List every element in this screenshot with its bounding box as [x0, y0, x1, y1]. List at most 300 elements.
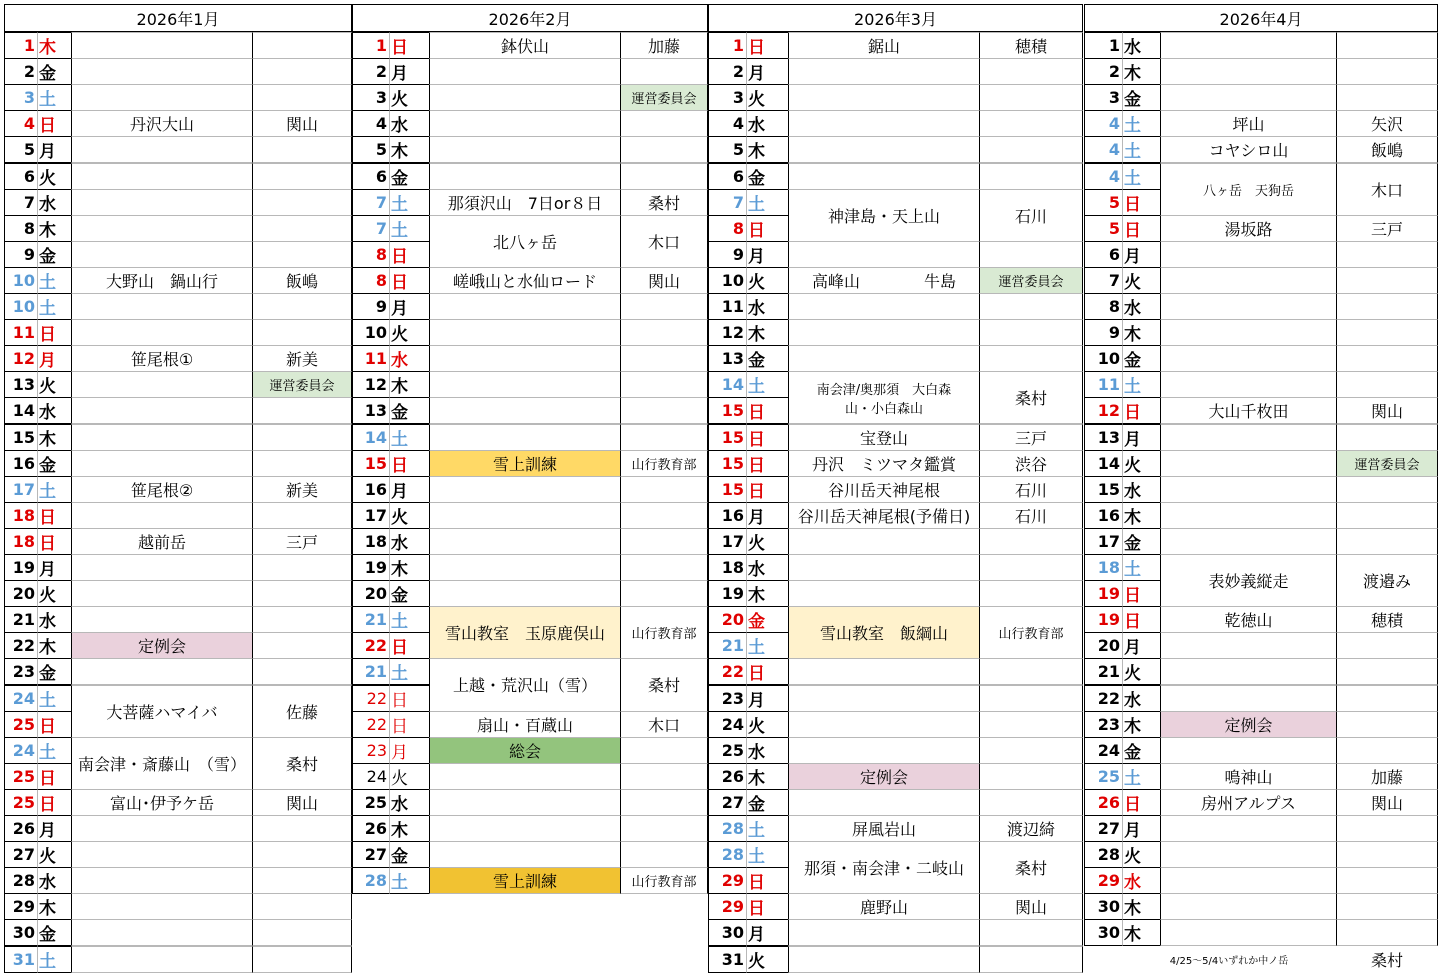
event-cell: [429, 763, 620, 790]
event-cell: [71, 658, 252, 685]
event-title-line1: 南会津/奥那須 大白森: [816, 382, 952, 398]
day-number: 2: [352, 58, 389, 85]
event-cell: [71, 215, 252, 242]
weekday-label: 火: [1122, 450, 1160, 477]
weekday-label: 金: [37, 241, 71, 268]
day-number: 19: [4, 554, 37, 581]
weekday-label: 日: [389, 685, 429, 712]
leader-cell: [1336, 32, 1438, 59]
day-number: 26: [1084, 789, 1122, 816]
weekday-label: 日: [37, 711, 71, 738]
day-number: 1: [1084, 32, 1122, 59]
day-number: 10: [708, 267, 746, 294]
weekday-label: 日: [746, 893, 788, 920]
weekday-label: 水: [746, 554, 788, 581]
weekday-label: 金: [746, 789, 788, 816]
leader-cell: 石川: [979, 502, 1083, 529]
event-cell: 嵯峨山と水仙ロード: [429, 267, 620, 294]
day-number: 2: [708, 58, 746, 85]
day-number: 22: [708, 658, 746, 685]
event-cell: 笹尾根①: [71, 345, 252, 372]
day-number: 19: [352, 554, 389, 581]
day-number: 27: [352, 841, 389, 868]
event-cell: [1160, 841, 1336, 868]
day-number: 14: [1084, 450, 1122, 477]
weekday-label: 金: [37, 919, 71, 946]
weekday-label: 水: [389, 789, 429, 816]
day-number: 5: [352, 136, 389, 163]
event-cell: [71, 815, 252, 842]
day-number: 16: [4, 450, 37, 477]
leader-cell: [979, 293, 1083, 320]
weekday-label: 土: [746, 632, 788, 659]
leader-cell: [1336, 476, 1438, 503]
day-number: 22: [352, 632, 389, 659]
day-number: 4: [1084, 163, 1122, 190]
weekday-label: 水: [389, 528, 429, 555]
event-cell: 高峰山 牛島: [788, 267, 979, 294]
event-cell: 那須沢山 7日or８日: [429, 189, 620, 216]
event-cell: [1160, 450, 1336, 477]
day-number: 7: [1084, 267, 1122, 294]
event-cell: 那須・南会津・二岐山: [788, 841, 979, 894]
event-cell: 鋸山: [788, 32, 979, 59]
leader-cell: 関山: [620, 267, 708, 294]
weekday-label: 月: [37, 345, 71, 372]
day-number: 27: [708, 789, 746, 816]
day-number: 25: [708, 737, 746, 764]
day-number: 15: [1084, 476, 1122, 503]
day-number: 10: [4, 293, 37, 320]
weekday-label: 日: [746, 397, 788, 424]
leader-cell: [620, 815, 708, 842]
leader-cell: [620, 763, 708, 790]
weekday-label: 木: [389, 371, 429, 398]
event-cell: 大山千枚田: [1160, 397, 1336, 424]
day-number: 6: [4, 163, 37, 190]
weekday-label: 土: [746, 189, 788, 216]
day-number: 4: [352, 110, 389, 137]
event-cell: [788, 711, 979, 738]
event-cell: 定例会: [788, 763, 979, 790]
weekday-label: 火: [1122, 841, 1160, 868]
weekday-label: 日: [1122, 580, 1160, 607]
leader-cell: [252, 606, 352, 633]
weekday-label: 土: [389, 215, 429, 242]
weekday-label: 水: [746, 737, 788, 764]
weekday-label: 木: [389, 554, 429, 581]
event-cell: [429, 580, 620, 607]
day-number: 12: [1084, 397, 1122, 424]
leader-cell: [1336, 685, 1438, 712]
weekday-label: 日: [746, 450, 788, 477]
leader-cell: [620, 528, 708, 555]
weekday-label: 金: [37, 58, 71, 85]
weekday-label: 日: [389, 632, 429, 659]
weekday-label: 木: [1122, 58, 1160, 85]
leader-cell: [1336, 319, 1438, 346]
leader-cell: [252, 84, 352, 111]
weekday-label: 金: [746, 163, 788, 190]
day-number: 17: [708, 528, 746, 555]
leader-cell: [252, 919, 352, 946]
leader-cell: [1336, 528, 1438, 555]
weekday-label: 木: [746, 319, 788, 346]
event-cell: 雪山教室 飯綱山: [788, 606, 979, 659]
event-cell: [429, 424, 620, 451]
day-number: 8: [708, 215, 746, 242]
weekday-label: 木: [1122, 893, 1160, 920]
event-cell: [1160, 293, 1336, 320]
weekday-label: 日: [1122, 215, 1160, 242]
weekday-label: 土: [1122, 554, 1160, 581]
event-cell: 房州アルプス: [1160, 789, 1336, 816]
leader-cell: [252, 424, 352, 451]
month-header: 2026年4月: [1084, 4, 1438, 32]
day-number: 13: [708, 345, 746, 372]
day-number: 7: [352, 189, 389, 216]
leader-cell: [620, 476, 708, 503]
leader-cell: 関山: [979, 893, 1083, 920]
weekday-label: 土: [746, 815, 788, 842]
event-cell: [1160, 58, 1336, 85]
day-number: 24: [1084, 737, 1122, 764]
leader-cell: 関山: [1336, 397, 1438, 424]
event-cell: [429, 476, 620, 503]
event-title-line2: 山・小白森山: [844, 401, 923, 417]
day-number: 6: [1084, 241, 1122, 268]
day-number: 25: [1084, 763, 1122, 790]
leader-cell: 桑村: [979, 371, 1083, 424]
day-number: 30: [4, 919, 37, 946]
leader-cell: 山行教育部: [620, 867, 708, 894]
leader-cell: [620, 554, 708, 581]
event-cell: [429, 110, 620, 137]
day-number: 17: [352, 502, 389, 529]
day-number: 3: [4, 84, 37, 111]
leader-cell: [1336, 632, 1438, 659]
weekday-label: 土: [37, 293, 71, 320]
day-number: 1: [352, 32, 389, 59]
leader-cell: [620, 789, 708, 816]
day-number: 23: [1084, 711, 1122, 738]
leader-cell: [979, 737, 1083, 764]
leader-cell: 関山: [252, 789, 352, 816]
day-number: 13: [1084, 424, 1122, 451]
event-cell: [71, 189, 252, 216]
weekday-label: 月: [746, 241, 788, 268]
day-number: 21: [708, 632, 746, 659]
month-header: 2026年3月: [708, 4, 1083, 32]
weekday-label: 日: [1122, 789, 1160, 816]
event-cell: [1160, 502, 1336, 529]
event-cell: [71, 58, 252, 85]
leader-cell: [1336, 293, 1438, 320]
weekday-label: 月: [37, 815, 71, 842]
event-cell: [71, 580, 252, 607]
day-number: 3: [352, 84, 389, 111]
event-cell: [71, 84, 252, 111]
leader-cell: 加藤: [620, 32, 708, 59]
day-number: 18: [4, 528, 37, 555]
day-number: 28: [708, 815, 746, 842]
leader-cell: [979, 345, 1083, 372]
day-number: 10: [352, 319, 389, 346]
weekday-label: 土: [389, 867, 429, 894]
event-cell: [788, 58, 979, 85]
leader-cell: [1336, 345, 1438, 372]
weekday-label: 水: [1122, 32, 1160, 59]
event-cell: [788, 241, 979, 268]
day-number: 8: [4, 215, 37, 242]
weekday-label: 水: [1122, 293, 1160, 320]
day-number: 30: [1084, 893, 1122, 920]
event-cell: 鉢伏山: [429, 32, 620, 59]
event-cell: 鳴神山: [1160, 763, 1336, 790]
event-cell: [1160, 632, 1336, 659]
event-cell: [788, 554, 979, 581]
weekday-label: 水: [746, 293, 788, 320]
day-number: 27: [4, 841, 37, 868]
event-cell: [788, 737, 979, 764]
leader-cell: [620, 110, 708, 137]
weekday-label: 水: [37, 189, 71, 216]
weekday-label: 金: [1122, 737, 1160, 764]
weekday-label: 土: [389, 424, 429, 451]
day-number: 15: [352, 450, 389, 477]
leader-cell: [620, 163, 708, 190]
leader-cell: [620, 424, 708, 451]
event-cell: [429, 319, 620, 346]
day-number: 20: [4, 580, 37, 607]
month-header: 2026年2月: [352, 4, 708, 32]
event-cell: [71, 424, 252, 451]
day-number: 21: [4, 606, 37, 633]
day-number: 29: [4, 893, 37, 920]
weekday-label: 日: [746, 424, 788, 451]
day-number: 9: [1084, 319, 1122, 346]
weekday-label: 金: [1122, 345, 1160, 372]
day-number: 17: [1084, 528, 1122, 555]
day-number: 31: [708, 946, 746, 973]
day-number: 31: [4, 946, 37, 973]
day-number: 25: [4, 789, 37, 816]
event-cell: [1160, 685, 1336, 712]
day-number: 14: [708, 371, 746, 398]
leader-cell: [1336, 84, 1438, 111]
day-number: 23: [4, 658, 37, 685]
month-header: 2026年1月: [4, 4, 352, 32]
weekday-label: 土: [37, 946, 71, 973]
weekday-label: 木: [37, 32, 71, 59]
leader-cell: 山行教育部: [979, 606, 1083, 659]
weekday-label: 木: [37, 893, 71, 920]
event-cell: [429, 345, 620, 372]
weekday-label: 水: [1122, 476, 1160, 503]
event-cell: [1160, 737, 1336, 764]
footer-leader: 桑村: [1370, 951, 1403, 971]
event-cell: 屏風岩山: [788, 815, 979, 842]
event-cell: [788, 528, 979, 555]
day-number: 29: [708, 867, 746, 894]
weekday-label: 木: [1122, 319, 1160, 346]
weekday-label: 木: [37, 424, 71, 451]
day-number: 19: [1084, 580, 1122, 607]
day-number: 28: [1084, 841, 1122, 868]
event-cell: 大菩薩ハマイバ: [71, 685, 252, 738]
event-cell: [788, 919, 979, 946]
weekday-label: 金: [746, 345, 788, 372]
event-cell: [71, 946, 252, 973]
weekday-label: 金: [37, 450, 71, 477]
day-number: 15: [708, 424, 746, 451]
weekday-label: 水: [37, 867, 71, 894]
day-number: 5: [1084, 189, 1122, 216]
weekday-label: 土: [746, 841, 788, 868]
event-cell: [1160, 32, 1336, 59]
event-cell: [788, 136, 979, 163]
event-cell: [429, 502, 620, 529]
day-number: 3: [1084, 84, 1122, 111]
weekday-label: 月: [746, 685, 788, 712]
leader-cell: [979, 711, 1083, 738]
leader-cell: [979, 946, 1083, 973]
weekday-label: 金: [389, 397, 429, 424]
event-cell: [429, 58, 620, 85]
event-cell: 谷川岳天神尾根(予備日): [788, 502, 979, 529]
leader-cell: [252, 163, 352, 190]
leader-cell: [252, 189, 352, 216]
event-cell: 大野山 鍋山行: [71, 267, 252, 294]
weekday-label: 木: [37, 215, 71, 242]
leader-cell: [979, 685, 1083, 712]
event-cell: [429, 163, 620, 190]
weekday-label: 月: [37, 554, 71, 581]
weekday-label: 月: [37, 136, 71, 163]
weekday-label: 火: [37, 163, 71, 190]
day-number: 25: [352, 789, 389, 816]
leader-cell: 桑村: [252, 737, 352, 790]
day-number: 7: [708, 189, 746, 216]
event-cell: コヤシロ山: [1160, 136, 1336, 163]
leader-cell: 木口: [620, 215, 708, 268]
weekday-label: 木: [1122, 711, 1160, 738]
event-cell: [1160, 84, 1336, 111]
leader-cell: 三戸: [1336, 215, 1438, 242]
weekday-label: 金: [1122, 84, 1160, 111]
weekday-label: 火: [389, 319, 429, 346]
weekday-label: 水: [746, 110, 788, 137]
event-cell: [788, 658, 979, 685]
weekday-label: 水: [37, 606, 71, 633]
weekday-label: 土: [37, 267, 71, 294]
weekday-label: 火: [746, 711, 788, 738]
leader-cell: 桑村: [979, 841, 1083, 894]
day-number: 24: [4, 685, 37, 712]
weekday-label: 日: [389, 450, 429, 477]
event-cell: [429, 293, 620, 320]
leader-cell: [979, 763, 1083, 790]
weekday-label: 日: [746, 215, 788, 242]
weekday-label: 火: [746, 528, 788, 555]
weekday-label: 火: [746, 946, 788, 973]
weekday-label: 水: [1122, 867, 1160, 894]
day-number: 18: [1084, 554, 1122, 581]
event-cell: [429, 84, 620, 111]
weekday-label: 日: [37, 789, 71, 816]
day-number: 6: [352, 163, 389, 190]
weekday-label: 火: [37, 371, 71, 398]
leader-cell: [252, 554, 352, 581]
weekday-label: 月: [389, 58, 429, 85]
leader-cell: 運営委員会: [252, 371, 352, 398]
leader-cell: [979, 163, 1083, 190]
weekday-label: 日: [389, 267, 429, 294]
day-number: 22: [4, 632, 37, 659]
day-number: 4: [4, 110, 37, 137]
event-cell: [1160, 658, 1336, 685]
day-number: 7: [4, 189, 37, 216]
leader-cell: [979, 241, 1083, 268]
weekday-label: 木: [746, 580, 788, 607]
leader-cell: [252, 893, 352, 920]
leader-cell: 木口: [620, 711, 708, 738]
day-number: 16: [1084, 502, 1122, 529]
leader-cell: 穂積: [979, 32, 1083, 59]
event-cell: 宝登山: [788, 424, 979, 451]
event-cell: [429, 371, 620, 398]
day-number: 3: [708, 84, 746, 111]
weekday-label: 木: [37, 632, 71, 659]
weekday-label: 木: [746, 763, 788, 790]
event-cell: [429, 528, 620, 555]
weekday-label: 金: [37, 658, 71, 685]
event-cell: 越前岳: [71, 528, 252, 555]
weekday-label: 日: [389, 711, 429, 738]
event-cell: [1160, 815, 1336, 842]
leader-cell: [252, 241, 352, 268]
leader-cell: 運営委員会: [979, 267, 1083, 294]
day-number: 19: [1084, 606, 1122, 633]
day-number: 20: [708, 606, 746, 633]
leader-cell: [252, 32, 352, 59]
weekday-label: 月: [389, 476, 429, 503]
event-cell: [1160, 319, 1336, 346]
day-number: 28: [352, 867, 389, 894]
event-cell: [429, 841, 620, 868]
event-cell: 雪上訓練: [429, 450, 620, 477]
event-cell: [1160, 893, 1336, 920]
event-cell: [71, 841, 252, 868]
leader-cell: 穂積: [1336, 606, 1438, 633]
leader-cell: 佐藤: [252, 685, 352, 738]
weekday-label: 水: [1122, 685, 1160, 712]
day-number: 22: [352, 711, 389, 738]
event-cell: 乾徳山: [1160, 606, 1336, 633]
day-number: 18: [708, 554, 746, 581]
weekday-label: 月: [1122, 632, 1160, 659]
leader-cell: 桑村: [620, 189, 708, 216]
event-cell: 坪山: [1160, 110, 1336, 137]
day-number: 8: [1084, 293, 1122, 320]
weekday-label: 土: [37, 685, 71, 712]
leader-cell: [1336, 711, 1438, 738]
leader-cell: 関山: [1336, 789, 1438, 816]
weekday-label: 金: [1122, 528, 1160, 555]
event-cell: 谷川岳天神尾根: [788, 476, 979, 503]
leader-cell: [252, 632, 352, 659]
leader-cell: [252, 319, 352, 346]
